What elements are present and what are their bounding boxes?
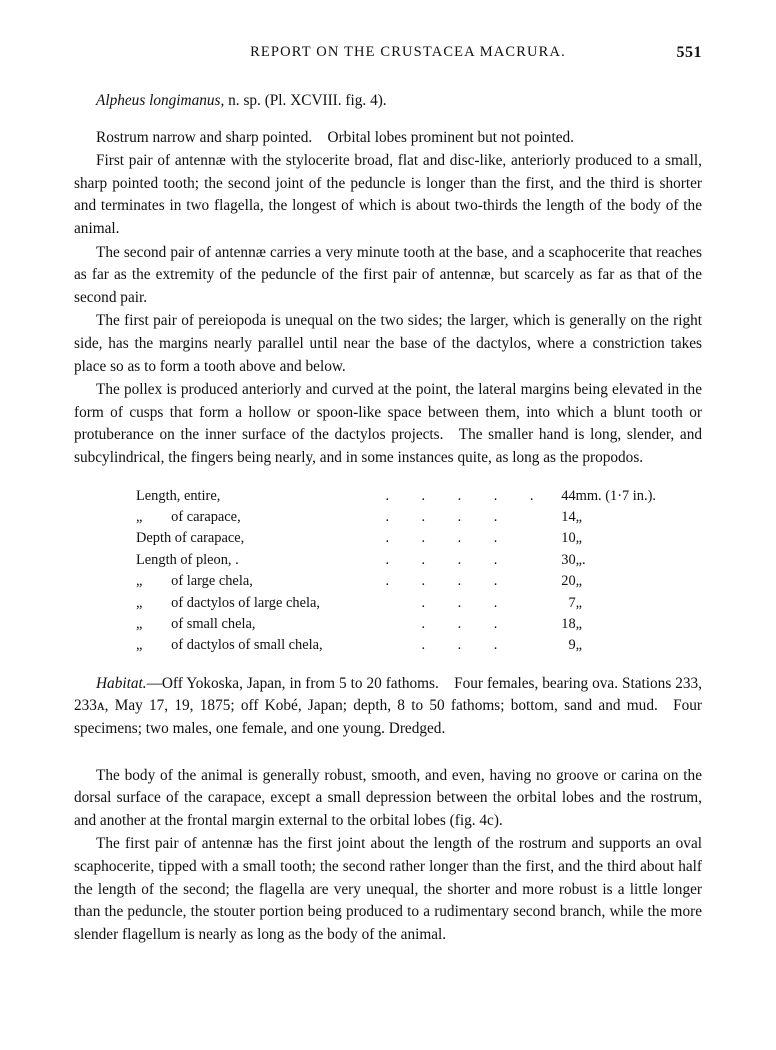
measure-leader: . . . . bbox=[385, 573, 498, 590]
table-row bbox=[136, 593, 656, 614]
measure-label: Length, entire, bbox=[136, 487, 221, 504]
measure-label: „ of carapace, bbox=[136, 508, 241, 525]
measure-leader: . . . bbox=[421, 615, 498, 632]
measure-value: 10 bbox=[561, 530, 576, 547]
measure-unit: „ bbox=[575, 594, 583, 611]
table-row bbox=[136, 507, 656, 528]
measure-unit: „ bbox=[575, 508, 583, 525]
measure-leader: . . . . bbox=[385, 551, 498, 568]
species-name: Alpheus longimanus, bbox=[96, 92, 225, 109]
paragraph-pollex: The pollex is produced anteriorly and curved at the point, the lateral margins being elevated in the form of cusps that form a hollow or spoon-like space between them, into which a blunt tooth or protuberance on the inner surface of the dactylos projects. The smaller hand is long, slender, and subcylindrical, the fingers being nearly, and in some instances quite, as long as the propodos. bbox=[74, 381, 702, 466]
page-number: 551 bbox=[676, 44, 702, 61]
measure-leader: . . . . bbox=[385, 508, 498, 525]
measure-leader: . . . bbox=[421, 637, 498, 654]
measure-label: „ of large chela, bbox=[136, 573, 253, 590]
measure-label: „ of dactylos of large chela, bbox=[136, 594, 320, 611]
species-heading bbox=[74, 90, 702, 113]
paragraph-second-antennae: The second pair of antennæ carries a very minute tooth at the base, and a scaphocerite that reaches as far as the extremity of the peduncle of the first pair of antennæ, but scarcely as far as that of the second pair. bbox=[74, 243, 702, 306]
measure-unit: „ bbox=[575, 573, 583, 590]
page-body bbox=[74, 90, 702, 946]
measure-label: „ of dactylos of small chela, bbox=[136, 637, 323, 654]
measure-leader: . . . . bbox=[385, 530, 498, 547]
measure-value: 44 bbox=[561, 487, 576, 504]
species-heading-detail: n. sp. (Pl. XCVIII. fig. 4). bbox=[224, 92, 387, 109]
habitat-paragraph bbox=[74, 673, 702, 741]
paragraph-body-description: The body of the animal is generally robust, smooth, and even, having no groove or carina on the dorsal surface of the carapace, except a small depression between the orbital lobes and the rostrum, and another at the frontal margin external to the orbital lobes (fig. 4c). bbox=[74, 766, 702, 829]
page-header bbox=[74, 44, 702, 78]
measure-unit: „. bbox=[575, 551, 586, 568]
measure-label: „ of small chela, bbox=[136, 615, 256, 632]
measure-value: 14 bbox=[561, 508, 576, 525]
measure-unit: „ bbox=[575, 637, 583, 654]
paragraph-rostrum: Rostrum narrow and sharp pointed. Orbital lobes prominent but not pointed. bbox=[96, 128, 574, 146]
measure-value: 9 bbox=[568, 637, 576, 654]
table-row bbox=[136, 614, 656, 635]
table-row bbox=[136, 635, 656, 656]
measurements-block bbox=[74, 486, 702, 657]
paragraph-first-antennae: First pair of antennæ with the stylocerite broad, flat and disc-like, anteriorly produced to a small, sharp pointed tooth; the second joint of the peduncle is longer than the first, and the third is shorter and terminates in two flagella, the longest of which is about two-thirds the length of the body of the animal. bbox=[74, 152, 702, 237]
paragraph-pereiopoda: The first pair of pereiopoda is unequal on the two sides; the larger, which is generally on the right side, has the margins nearly parallel until near the base of the dactylos, where a constriction takes place so as to form a tooth above and below. bbox=[74, 312, 702, 375]
measure-value: 30 bbox=[561, 551, 576, 568]
measure-label: Length of pleon, . bbox=[136, 551, 239, 568]
table-row bbox=[136, 571, 656, 592]
table-row bbox=[136, 528, 656, 549]
measure-label: Depth of carapace, bbox=[136, 530, 245, 547]
running-head: REPORT ON THE CRUSTACEA MACRURA. bbox=[250, 44, 566, 60]
habitat-label: Habitat. bbox=[96, 674, 147, 692]
measure-value: 20 bbox=[561, 573, 576, 590]
measure-unit: mm. (1·7 in.). bbox=[575, 487, 656, 504]
measure-value: 18 bbox=[561, 615, 576, 632]
measure-unit: „ bbox=[575, 530, 583, 547]
paragraph-antennae-description: The first pair of antennæ has the first joint about the length of the rostrum and supports an oval scaphocerite, tipped with a small tooth; the second rather longer than the first, and the third about half the length of the second; the flagella are very unequal, the shorter and more robust is a little longer than the peduncle, the stouter portion being produced to a rudimentary second branch, while the more slender flagellum is nearly as long as the body of the animal. bbox=[74, 835, 702, 943]
measure-leader: . . . bbox=[421, 594, 498, 611]
measure-unit: „ bbox=[575, 615, 583, 632]
table-row bbox=[136, 550, 656, 571]
habitat-text: —Off Yokoska, Japan, in from 5 to 20 fathoms. Four females, bearing ova. Stations 233, 233ᴀ, May 17, 19, 1875; off Kobé, Japan; depth, 8 to 50 fathoms; bottom, sand and mud. Four specimens; two males, one female, and one young. Dredged. bbox=[74, 674, 702, 737]
measure-leader: . . . . . bbox=[385, 487, 534, 504]
measure-value: 7 bbox=[568, 594, 576, 611]
measurements-table bbox=[136, 486, 656, 657]
measurements-body bbox=[136, 486, 656, 657]
table-row bbox=[136, 486, 656, 507]
